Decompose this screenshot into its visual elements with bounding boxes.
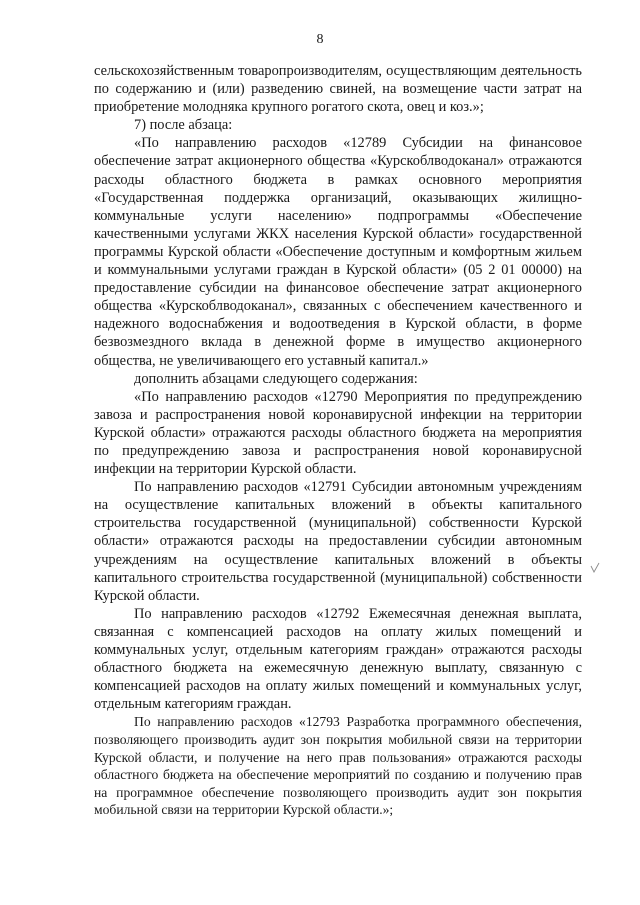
paragraph-12793: По направлению расходов «12793 Разработка программного обеспечения, позволяющего производить аудит зон покрытия мобильной связи на территории Курской области, и получение на него прав пользования» отражаются расходы областного бюджета на обеспечение мероприятий по созданию и получению прав на программное обеспечение позволяющего производить аудит зон покрытия мобильной связи на территории Курской области.»; [94,714,582,818]
paragraph-12789: «По направлению расходов «12789 Субсидии на финансовое обеспечение затрат акционерного общества «Курскоблводоканал» отражаются расходы областного бюджета в рамках основного мероприятия «Государственная поддержка организаций, оказывающих жилищно-коммунальные услуги населению» подпрограммы «Обеспечение качественными услугами ЖКХ населения Курской области» государственной программы Курской области «Обеспечение доступным и комфортным жильем и коммунальными услугами граждан в Курской области» (05 2 01 00000) на предоставление субсидии на финансовое обеспечение затрат акционерного общества «Курскоблводоканал», связанных с обеспечением качественного и надежного водоснабжения и водоотведения в Курской области, в форме безвозмездного вклада в денежной форме в имущество акционерного общества, не увеличивающего его уставный капитал.» [94,135,582,369]
margin-tick-mark [590,562,600,574]
paragraph-12791: По направлению расходов «12791 Субсидии автономным учреждениям на осуществление капитальных вложений в объекты капитального строительства государственной (муниципальной) собственности Курской области» отражаются расходы на предоставлении субсидии автономным учреждениям на осуществление капитальных вложений в объекты капитального строительства государственной (муниципальной) собственности Курской области. [94,479,582,604]
document-body [94,62,582,819]
paragraph-12792: По направлению расходов «12792 Ежемесячная денежная выплата, связанная с компенсацией расходов на оплату жилых помещений и коммунальных услуг, отдельным категориям граждан» отражаются расходы областного бюджета на ежемесячную денежную выплату, связанную с компенсацией расходов на оплату жилых помещений и коммунальных услуг, отдельным категориям граждан. [94,605,582,713]
paragraph-12790: «По направлению расходов «12790 Мероприятия по предупреждению завоза и распространения новой коронавирусной инфекции на территории Курской области» отражаются расходы областного бюджета на мероприятия по предупреждению завоза и распространения новой коронавирусной инфекции на территории Курской области. [94,388,582,478]
paragraph-item-7: 7) после абзаца: [134,117,233,134]
paragraph-continuation: сельскохозяйственным товаропроизводителям, осуществляющим деятельность по содержанию и (или) разведению свиней, на возмещение части затрат на приобретение молодняка крупного рогатого скота, овец и коз.»; [94,63,582,116]
paragraph-supplement: дополнить абзацами следующего содержания: [134,370,418,387]
page-number: 8 [316,32,324,47]
